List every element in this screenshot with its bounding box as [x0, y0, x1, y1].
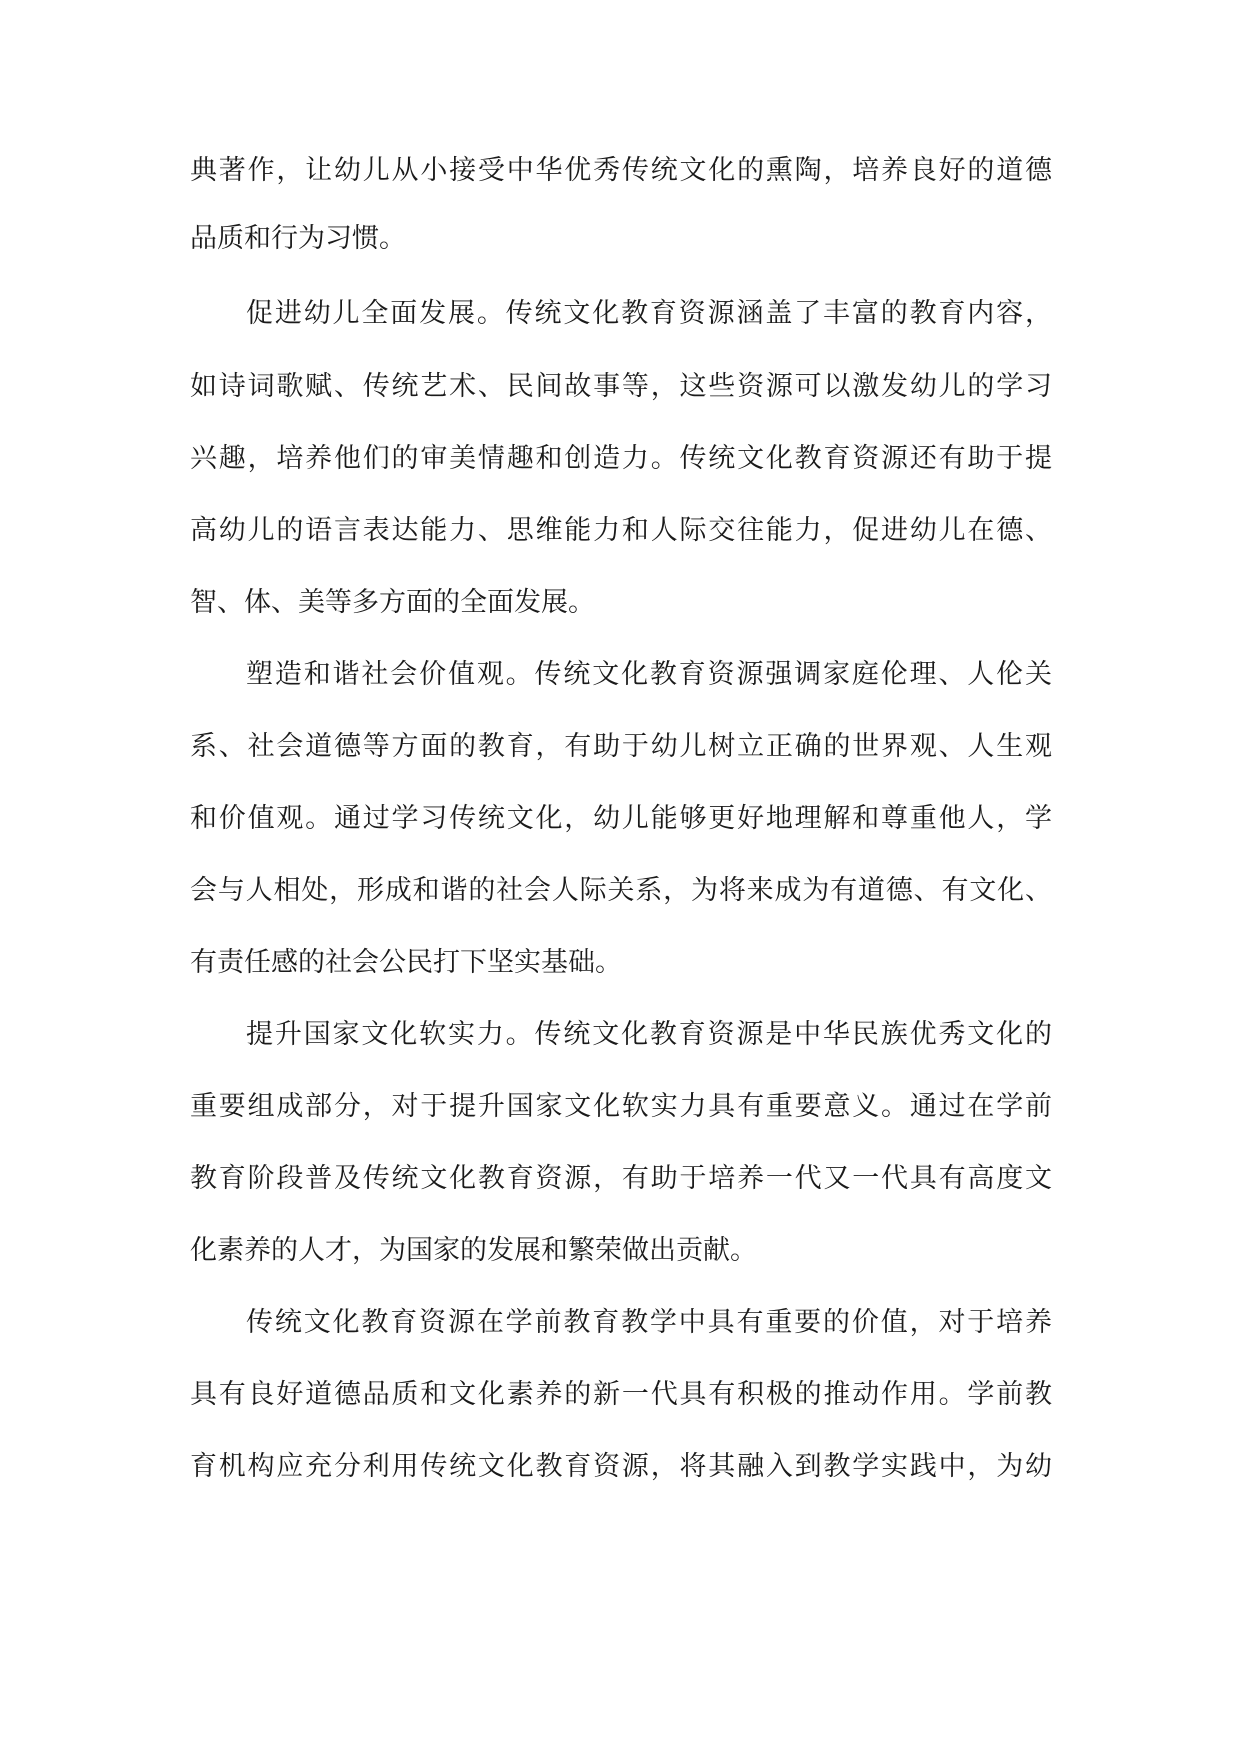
text-line: 高幼儿的语言表达能力、思维能力和人际交往能力，促进幼儿在德、	[190, 515, 1052, 546]
text-line: 化素养的人才，为国家的发展和繁荣做出贡献。	[190, 1235, 757, 1266]
text-line: 品质和行为习惯。	[190, 223, 406, 254]
paragraph-first-line: 促进幼儿全面发展。传统文化教育资源涵盖了丰富的教育内容，	[246, 298, 1052, 329]
paragraph-first-line: 传统文化教育资源在学前教育教学中具有重要的价值，对于培养	[246, 1307, 1052, 1338]
text-line: 有责任感的社会公民打下坚实基础。	[190, 947, 622, 978]
text-line: 典著作，让幼儿从小接受中华优秀传统文化的熏陶，培养良好的道德	[190, 155, 1052, 186]
text-line: 如诗词歌赋、传统艺术、民间故事等，这些资源可以激发幼儿的学习	[190, 371, 1052, 402]
text-line: 会与人相处，形成和谐的社会人际关系，为将来成为有道德、有文化、	[190, 875, 1052, 906]
text-line: 兴趣，培养他们的审美情趣和创造力。传统文化教育资源还有助于提	[190, 443, 1052, 474]
paragraph-first-line: 塑造和谐社会价值观。传统文化教育资源强调家庭伦理、人伦关	[246, 659, 1052, 690]
text-line: 重要组成部分，对于提升国家文化软实力具有重要意义。通过在学前	[190, 1091, 1052, 1122]
text-line: 系、社会道德等方面的教育，有助于幼儿树立正确的世界观、人生观	[190, 731, 1052, 762]
text-line: 育机构应充分利用传统文化教育资源，将其融入到教学实践中，为幼	[190, 1451, 1052, 1482]
text-line: 具有良好道德品质和文化素养的新一代具有积极的推动作用。学前教	[190, 1379, 1052, 1410]
text-line: 智、体、美等多方面的全面发展。	[190, 587, 595, 618]
text-line: 和价值观。通过学习传统文化，幼儿能够更好地理解和尊重他人，学	[190, 803, 1052, 834]
paragraph-first-line: 提升国家文化软实力。传统文化教育资源是中华民族优秀文化的	[246, 1019, 1052, 1050]
text-line: 教育阶段普及传统文化教育资源，有助于培养一代又一代具有高度文	[190, 1163, 1052, 1194]
